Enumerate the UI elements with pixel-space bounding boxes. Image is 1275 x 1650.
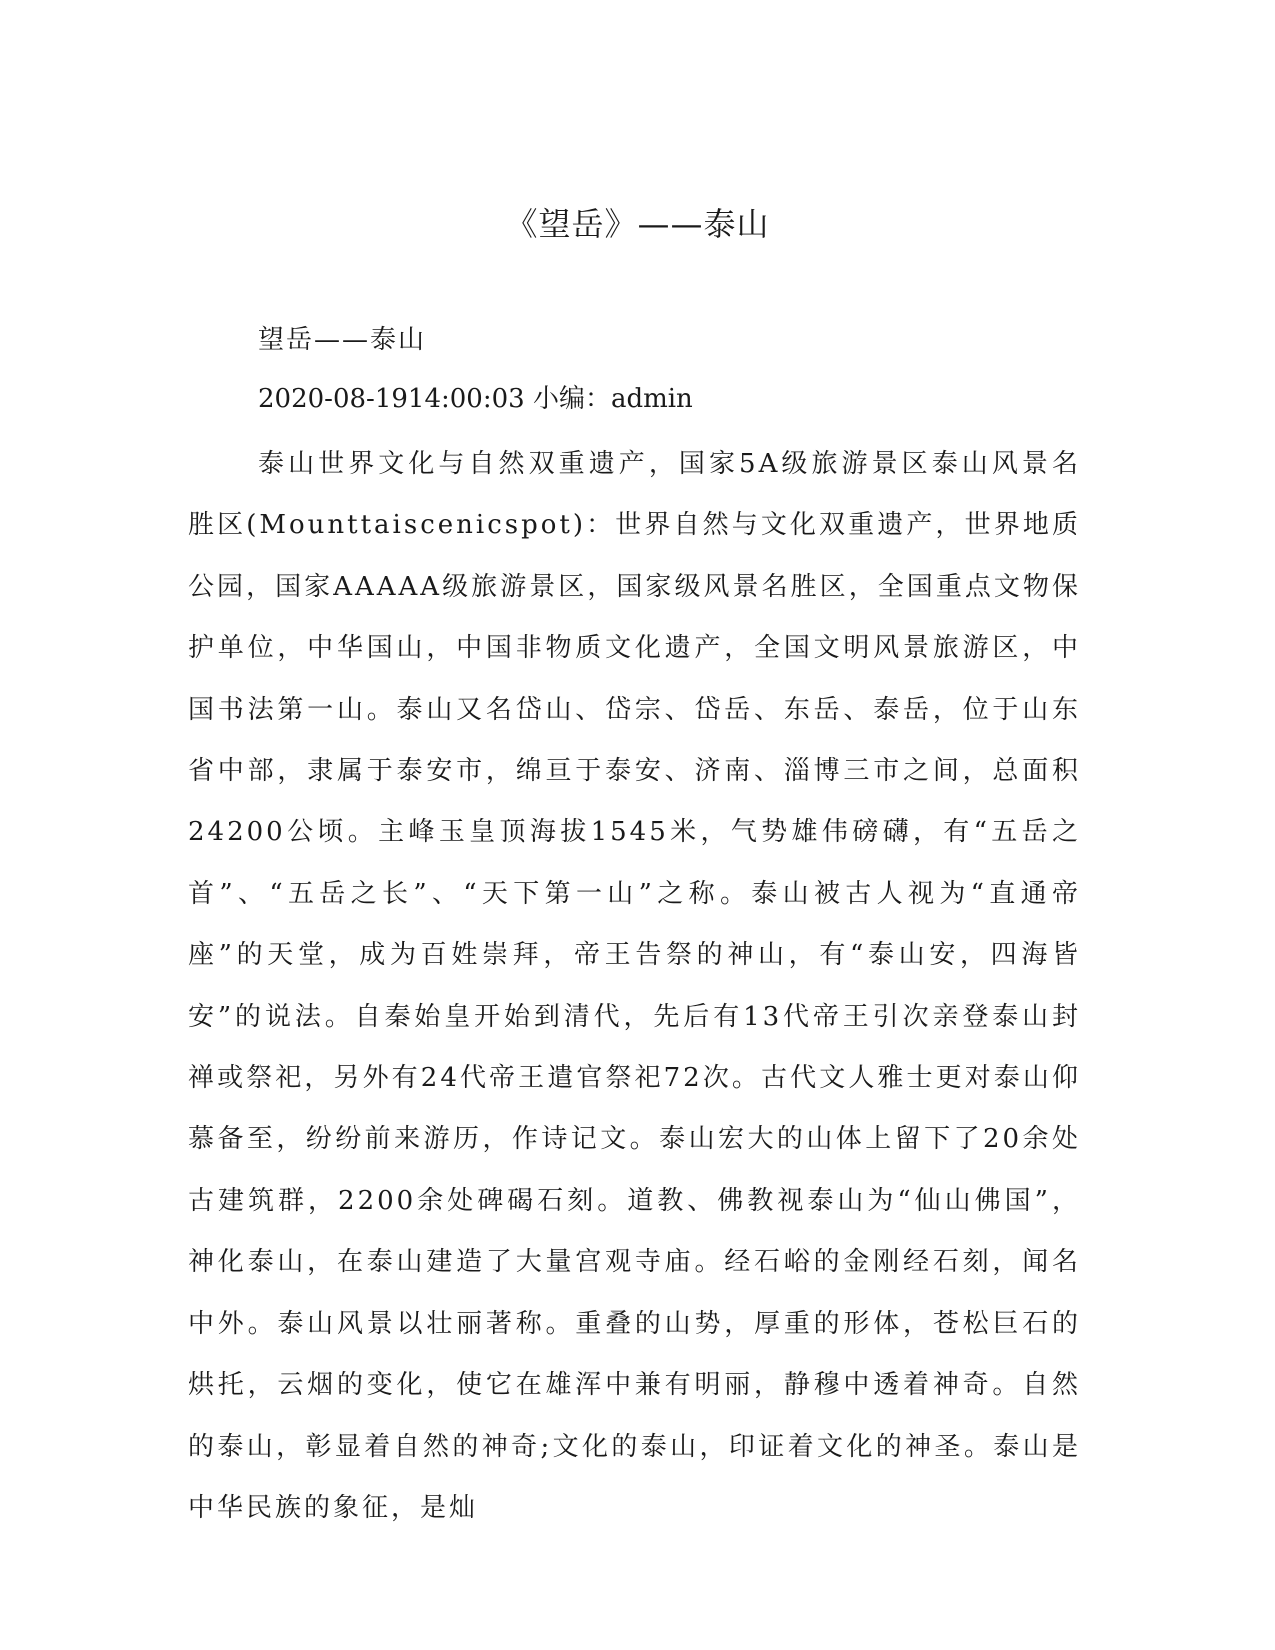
article-byline: 2020-08-1914:00:03 小编：admin [258, 384, 693, 414]
article-body-paragraph: 泰山世界文化与自然双重遗产，国家5A级旅游景区泰山风景名胜区(Mounttaiscenicspot)：世界自然与文化双重遗产，世界地质公园，国家AAAAA级旅游景区，国家级风景名胜区，全国重点文物保护单位，中华国山，中国非物质文化遗产，全国文明风景旅游区，中国书法第一山。泰山又名岱山、岱宗、岱岳、东岳、泰岳，位于山东省中部，隶属于泰安市，绵亘于泰安、济南、淄博三市之间，总面积24200公顷。主峰玉皇顶海拔1545米，气势雄伟磅礴，有“五岳之首”、“五岳之长”、“天下第一山”之称。泰山被古人视为“直通帝座”的天堂，成为百姓崇拜，帝王告祭的神山，有“泰山安，四海皆安”的说法。自秦始皇开始到清代，先后有13代帝王引次亲登泰山封禅或祭祀，另外有24代帝王遣官祭祀72次。古代文人雅士更对泰山仰慕备至，纷纷前来游历，作诗记文。泰山宏大的山体上留下了20余处古建筑群，2200余处碑碣石刻。道教、佛教视泰山为“仙山佛国”，神化泰山，在泰山建造了大量宫观寺庙。经石峪的金刚经石刻，闻名中外。泰山风景以壮丽著称。重叠的山势，厚重的形体，苍松巨石的烘托，云烟的变化，使它在雄浑中兼有明丽，静穆中透着神奇。自然的泰山，彰显着自然的神奇;文化的泰山，印证着文化的神圣。泰山是中华民族的象征，是灿 [188, 449, 1081, 1523]
article-subtitle: 望岳——泰山 [258, 325, 427, 355]
document-title: 《望岳》——泰山 [505, 205, 770, 243]
